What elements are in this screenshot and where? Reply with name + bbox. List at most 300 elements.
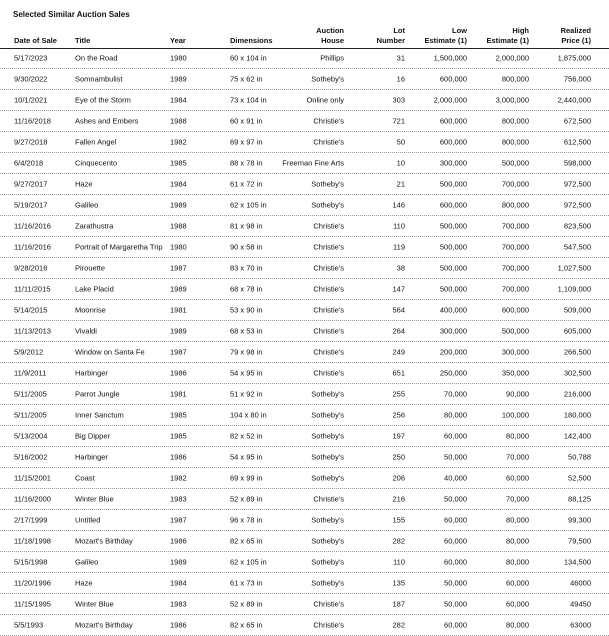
auction-house-cell: Sotheby's <box>311 200 344 210</box>
dimensions-cell: 51 x 92 in <box>230 389 263 399</box>
high-estimate-cell: 700,000 <box>501 263 529 273</box>
high-estimate-cell: 80,000 <box>506 620 529 630</box>
realized-price-cell: 302,500 <box>563 368 591 378</box>
lot-number-cell: 16 <box>396 74 405 84</box>
high-estimate-cell: 60,000 <box>506 578 529 588</box>
title-cell: Ashes and Embers <box>75 116 139 126</box>
lot-number-cell: 146 <box>392 200 405 210</box>
dimensions-cell: 68 x 53 in <box>230 326 263 336</box>
auction-house-cell: Online only <box>306 95 344 105</box>
lot-number-cell: 21 <box>396 179 405 189</box>
dimensions-cell: 54 x 95 in <box>230 368 263 378</box>
high-estimate-cell: 800,000 <box>501 200 529 210</box>
date-cell: 11/16/2016 <box>14 221 51 231</box>
title-cell: Vivaldi <box>75 326 97 336</box>
title-cell: Lake Placid <box>75 284 114 294</box>
table-row <box>0 405 609 426</box>
high-estimate-cell: 3,000,000 <box>495 95 529 105</box>
year-cell: 1982 <box>170 137 187 147</box>
table-row <box>0 174 609 195</box>
year-cell: 1986 <box>170 620 187 630</box>
auction-house-cell: Sotheby's <box>311 515 344 525</box>
table-row <box>0 447 609 468</box>
header-low-estimate <box>410 26 467 46</box>
table-title: Selected Similar Auction Sales <box>13 10 130 19</box>
low-estimate-cell: 60,000 <box>444 557 467 567</box>
auction-house-cell: Christie's <box>313 326 344 336</box>
header-lot-line2: Number <box>376 36 405 45</box>
low-estimate-cell: 600,000 <box>439 116 467 126</box>
date-cell: 9/30/2022 <box>14 74 48 84</box>
table-row <box>0 615 609 636</box>
dimensions-cell: 62 x 105 in <box>230 200 267 210</box>
auction-house-cell: Sotheby's <box>311 389 344 399</box>
title-cell: Inner Sanctum <box>75 410 124 420</box>
table-row <box>0 594 609 615</box>
date-cell: 11/15/1995 <box>14 599 51 609</box>
table-row <box>0 48 609 69</box>
realized-price-cell: 50,788 <box>568 452 591 462</box>
date-cell: 9/27/2018 <box>14 137 48 147</box>
realized-price-cell: 972,500 <box>563 179 591 189</box>
year-cell: 1986 <box>170 536 187 546</box>
dimensions-cell: 73 x 104 in <box>230 95 267 105</box>
lot-number-cell: 50 <box>396 137 405 147</box>
realized-price-cell: 63000 <box>570 620 591 630</box>
lot-number-cell: 119 <box>393 242 405 252</box>
lot-number-cell: 264 <box>392 326 405 336</box>
high-estimate-cell: 700,000 <box>501 221 529 231</box>
date-cell: 10/1/2021 <box>14 95 48 105</box>
title-cell: Mozart's Birthday <box>75 620 133 630</box>
year-cell: 1989 <box>170 74 187 84</box>
date-cell: 11/16/2018 <box>14 116 51 126</box>
lot-number-cell: 155 <box>392 515 405 525</box>
header-low-line2: Estimate (1) <box>424 36 467 45</box>
realized-price-cell: 216,000 <box>563 389 591 399</box>
table-row <box>0 279 609 300</box>
title-cell: Mozart's Birthday <box>75 536 133 546</box>
high-estimate-cell: 60,000 <box>506 599 529 609</box>
low-estimate-cell: 300,000 <box>439 326 467 336</box>
year-cell: 1989 <box>170 200 187 210</box>
dimensions-cell: 82 x 52 in <box>230 431 263 441</box>
date-cell: 5/19/2017 <box>14 200 48 210</box>
header-high-line1: High <box>512 26 529 35</box>
lot-number-cell: 216 <box>392 494 405 504</box>
high-estimate-cell: 500,000 <box>501 326 529 336</box>
title-cell: Cinquecento <box>75 158 118 168</box>
lot-number-cell: 197 <box>392 431 405 441</box>
dimensions-cell: 60 x 104 in <box>230 53 267 63</box>
table-row <box>0 195 609 216</box>
title-cell: Galileo <box>75 200 99 210</box>
title-cell: Haze <box>75 179 93 189</box>
date-cell: 11/18/1998 <box>14 536 51 546</box>
lot-number-cell: 303 <box>392 95 405 105</box>
auction-house-cell: Phillips <box>320 53 344 63</box>
auction-house-cell: Christie's <box>313 599 344 609</box>
low-estimate-cell: 2,000,000 <box>433 95 467 105</box>
table-row <box>0 132 609 153</box>
lot-number-cell: 110 <box>393 557 405 567</box>
auction-house-cell: Sotheby's <box>311 431 344 441</box>
date-cell: 5/11/2005 <box>14 389 47 399</box>
dimensions-cell: 81 x 98 in <box>230 221 263 231</box>
date-cell: 6/4/2018 <box>14 158 44 168</box>
low-estimate-cell: 50,000 <box>444 578 467 588</box>
table-row <box>0 69 609 90</box>
dimensions-cell: 69 x 97 in <box>230 137 263 147</box>
high-estimate-cell: 800,000 <box>501 137 529 147</box>
table-row <box>0 510 609 531</box>
year-cell: 1984 <box>170 179 187 189</box>
date-cell: 9/28/2016 <box>14 263 48 273</box>
dimensions-cell: 53 x 90 in <box>230 305 263 315</box>
auction-house-cell: Sotheby's <box>311 74 344 84</box>
low-estimate-cell: 60,000 <box>444 620 467 630</box>
auction-house-cell: Christie's <box>313 221 344 231</box>
date-cell: 5/11/2005 <box>14 410 47 420</box>
title-cell: On the Road <box>75 53 118 63</box>
realized-price-cell: 756,000 <box>563 74 591 84</box>
table-row <box>0 90 609 111</box>
realized-price-cell: 134,500 <box>563 557 591 567</box>
table-row <box>0 531 609 552</box>
year-cell: 1986 <box>170 452 187 462</box>
date-cell: 11/11/2015 <box>14 284 51 294</box>
date-cell: 11/16/2016 <box>14 242 51 252</box>
year-cell: 1987 <box>170 347 187 357</box>
auction-house-cell: Christie's <box>313 263 344 273</box>
lot-number-cell: 282 <box>392 536 405 546</box>
realized-price-cell: 88,125 <box>568 494 591 504</box>
title-cell: Galileo <box>75 557 99 567</box>
high-estimate-cell: 700,000 <box>501 284 529 294</box>
high-estimate-cell: 300,000 <box>501 347 529 357</box>
header-lot-number <box>355 26 405 46</box>
low-estimate-cell: 300,000 <box>439 158 467 168</box>
dimensions-cell: 52 x 89 in <box>230 494 263 504</box>
header-year: Year <box>170 36 186 45</box>
realized-price-cell: 1,027,500 <box>557 263 591 273</box>
auction-house-cell: Christie's <box>313 116 344 126</box>
year-cell: 1981 <box>170 389 187 399</box>
auction-house-cell: Sotheby's <box>311 452 344 462</box>
lot-number-cell: 250 <box>392 452 405 462</box>
low-estimate-cell: 80,000 <box>444 410 467 420</box>
title-cell: Big Dipper <box>75 431 111 441</box>
header-title: Title <box>75 36 91 45</box>
lot-number-cell: 651 <box>392 368 405 378</box>
high-estimate-cell: 600,000 <box>501 305 529 315</box>
title-cell: Zarathustra <box>75 221 114 231</box>
dimensions-cell: 68 x 78 in <box>230 284 263 294</box>
low-estimate-cell: 60,000 <box>444 536 467 546</box>
high-estimate-cell: 100,000 <box>501 410 529 420</box>
low-estimate-cell: 1,500,000 <box>433 53 467 63</box>
dimensions-cell: 79 x 98 in <box>230 347 263 357</box>
date-cell: 11/15/2001 <box>14 473 51 483</box>
dimensions-cell: 54 x 95 in <box>230 452 263 462</box>
high-estimate-cell: 800,000 <box>501 74 529 84</box>
date-cell: 5/9/2012 <box>14 347 44 357</box>
title-cell: Fallen Angel <box>75 137 117 147</box>
year-cell: 1983 <box>170 494 187 504</box>
header-dimensions: Dimensions <box>230 36 273 45</box>
auction-house-cell: Freeman Fine Arts <box>282 158 344 168</box>
table-row <box>0 573 609 594</box>
title-cell: Moonrise <box>75 305 106 315</box>
lot-number-cell: 249 <box>392 347 405 357</box>
dimensions-cell: 88 x 78 in <box>230 158 263 168</box>
year-cell: 1983 <box>170 599 187 609</box>
high-estimate-cell: 2,000,000 <box>495 53 529 63</box>
low-estimate-cell: 60,000 <box>444 515 467 525</box>
dimensions-cell: 82 x 65 in <box>230 620 263 630</box>
low-estimate-cell: 70,000 <box>444 389 467 399</box>
dimensions-cell: 61 x 73 in <box>230 578 263 588</box>
dimensions-cell: 96 x 78 in <box>230 515 263 525</box>
year-cell: 1980 <box>170 242 187 252</box>
realized-price-cell: 972,500 <box>563 200 591 210</box>
year-cell: 1984 <box>170 578 187 588</box>
header-lot-line1: Lot <box>393 26 405 35</box>
low-estimate-cell: 400,000 <box>439 305 467 315</box>
realized-price-cell: 2,440,000 <box>557 95 591 105</box>
year-cell: 1989 <box>170 326 187 336</box>
date-cell: 11/20/1996 <box>14 578 51 588</box>
table-body <box>0 48 609 636</box>
lot-number-cell: 10 <box>396 158 405 168</box>
high-estimate-cell: 700,000 <box>501 179 529 189</box>
high-estimate-cell: 800,000 <box>501 116 529 126</box>
title-cell: Harbinger <box>75 452 108 462</box>
realized-price-cell: 142,400 <box>563 431 591 441</box>
lot-number-cell: 147 <box>392 284 405 294</box>
year-cell: 1989 <box>170 557 187 567</box>
header-auction-house-line2: House <box>321 36 344 45</box>
title-cell: Coast <box>75 473 95 483</box>
table-row <box>0 153 609 174</box>
realized-price-cell: 46000 <box>570 578 591 588</box>
date-cell: 5/17/2023 <box>14 53 48 63</box>
title-cell: Pirouette <box>75 263 106 273</box>
date-cell: 5/15/1998 <box>14 557 48 567</box>
lot-number-cell: 721 <box>392 116 405 126</box>
header-price-line2: Price (1) <box>561 36 591 45</box>
realized-price-cell: 266,500 <box>563 347 591 357</box>
header-realized-price <box>535 26 591 46</box>
realized-price-cell: 823,500 <box>563 221 591 231</box>
header-high-estimate <box>470 26 529 46</box>
realized-price-cell: 1,875,000 <box>557 53 591 63</box>
lot-number-cell: 564 <box>392 305 405 315</box>
table-row <box>0 237 609 258</box>
date-cell: 11/16/2000 <box>14 494 51 504</box>
title-cell: Parrot Jungle <box>75 389 120 399</box>
dimensions-cell: 83 x 70 in <box>230 263 263 273</box>
table-row <box>0 258 609 279</box>
year-cell: 1981 <box>170 305 187 315</box>
dimensions-cell: 69 x 99 in <box>230 473 263 483</box>
dimensions-cell: 62 x 105 in <box>230 557 267 567</box>
year-cell: 1985 <box>170 431 187 441</box>
dimensions-cell: 82 x 65 in <box>230 536 263 546</box>
realized-price-cell: 612,500 <box>563 137 591 147</box>
header-low-line1: Low <box>452 26 467 35</box>
date-cell: 9/27/2017 <box>14 179 48 189</box>
low-estimate-cell: 500,000 <box>439 284 467 294</box>
lot-number-cell: 187 <box>392 599 405 609</box>
header-auction-house-line1: Auction <box>316 26 344 35</box>
auction-house-cell: Christie's <box>313 494 344 504</box>
auction-house-cell: Sotheby's <box>311 473 344 483</box>
title-cell: Somnambulist <box>75 74 123 84</box>
dimensions-cell: 60 x 91 in <box>230 116 263 126</box>
auction-house-cell: Sotheby's <box>311 179 344 189</box>
low-estimate-cell: 40,000 <box>444 473 467 483</box>
year-cell: 1980 <box>170 53 187 63</box>
auction-house-cell: Christie's <box>313 242 344 252</box>
low-estimate-cell: 50,000 <box>444 494 467 504</box>
low-estimate-cell: 50,000 <box>444 599 467 609</box>
year-cell: 1989 <box>170 284 187 294</box>
date-cell: 5/5/1993 <box>14 620 44 630</box>
auction-house-cell: Sotheby's <box>311 557 344 567</box>
title-cell: Winter Blue <box>75 494 114 504</box>
lot-number-cell: 206 <box>392 473 405 483</box>
dimensions-cell: 52 x 89 in <box>230 599 263 609</box>
realized-price-cell: 180,000 <box>563 410 591 420</box>
header-auction-house <box>280 26 344 46</box>
high-estimate-cell: 500,000 <box>501 158 529 168</box>
table-row <box>0 321 609 342</box>
title-cell: Winter Blue <box>75 599 114 609</box>
high-estimate-cell: 80,000 <box>506 536 529 546</box>
dimensions-cell: 75 x 62 in <box>230 74 263 84</box>
lot-number-cell: 110 <box>393 221 405 231</box>
header-high-line2: Estimate (1) <box>486 36 529 45</box>
year-cell: 1982 <box>170 473 187 483</box>
low-estimate-cell: 200,000 <box>439 347 467 357</box>
title-cell: Window on Santa Fe <box>75 347 145 357</box>
realized-price-cell: 49450 <box>570 599 591 609</box>
dimensions-cell: 61 x 72 in <box>230 179 263 189</box>
high-estimate-cell: 700,000 <box>501 242 529 252</box>
title-cell: Portrait of Margaretha Trip <box>75 242 163 252</box>
header-date: Date of Sale <box>14 36 57 45</box>
date-cell: 5/13/2004 <box>14 431 48 441</box>
low-estimate-cell: 60,000 <box>444 431 467 441</box>
year-cell: 1985 <box>170 410 187 420</box>
high-estimate-cell: 80,000 <box>506 557 529 567</box>
date-cell: 5/14/2015 <box>14 305 48 315</box>
lot-number-cell: 38 <box>396 263 405 273</box>
lot-number-cell: 256 <box>392 410 405 420</box>
low-estimate-cell: 500,000 <box>439 179 467 189</box>
high-estimate-cell: 80,000 <box>506 515 529 525</box>
auction-house-cell: Christie's <box>313 620 344 630</box>
auction-house-cell: Christie's <box>313 284 344 294</box>
table-row <box>0 426 609 447</box>
realized-price-cell: 598,000 <box>563 158 591 168</box>
dimensions-cell: 104 x 80 in <box>230 410 267 420</box>
low-estimate-cell: 500,000 <box>439 263 467 273</box>
lot-number-cell: 282 <box>392 620 405 630</box>
auction-house-cell: Christie's <box>313 305 344 315</box>
table-row <box>0 363 609 384</box>
low-estimate-cell: 500,000 <box>439 242 467 252</box>
lot-number-cell: 135 <box>392 578 405 588</box>
title-cell: Haze <box>75 578 93 588</box>
realized-price-cell: 547,500 <box>563 242 591 252</box>
auction-house-cell: Sotheby's <box>311 410 344 420</box>
year-cell: 1987 <box>170 515 187 525</box>
year-cell: 1988 <box>170 221 187 231</box>
date-cell: 5/16/2002 <box>14 452 48 462</box>
realized-price-cell: 605,000 <box>563 326 591 336</box>
auction-house-cell: Sotheby's <box>311 578 344 588</box>
dimensions-cell: 90 x 58 in <box>230 242 263 252</box>
realized-price-cell: 672,500 <box>563 116 591 126</box>
auction-house-cell: Christie's <box>313 137 344 147</box>
table-header <box>0 22 609 49</box>
realized-price-cell: 52,500 <box>568 473 591 483</box>
low-estimate-cell: 600,000 <box>439 74 467 84</box>
table-row <box>0 468 609 489</box>
date-cell: 2/17/1999 <box>14 515 48 525</box>
high-estimate-cell: 70,000 <box>506 452 529 462</box>
title-cell: Eye of the Storm <box>75 95 131 105</box>
lot-number-cell: 255 <box>392 389 405 399</box>
low-estimate-cell: 600,000 <box>439 137 467 147</box>
high-estimate-cell: 350,000 <box>501 368 529 378</box>
title-cell: Untitled <box>75 515 101 525</box>
table-row <box>0 552 609 573</box>
realized-price-cell: 99,300 <box>568 515 591 525</box>
year-cell: 1988 <box>170 116 187 126</box>
header-price-line1: Realized <box>560 26 591 35</box>
high-estimate-cell: 80,000 <box>506 431 529 441</box>
year-cell: 1987 <box>170 263 187 273</box>
lot-number-cell: 31 <box>396 53 405 63</box>
table-row <box>0 300 609 321</box>
year-cell: 1985 <box>170 158 187 168</box>
low-estimate-cell: 500,000 <box>439 221 467 231</box>
year-cell: 1984 <box>170 95 187 105</box>
date-cell: 11/13/2013 <box>14 326 51 336</box>
date-cell: 11/9/2011 <box>14 368 47 378</box>
year-cell: 1986 <box>170 368 187 378</box>
auction-house-cell: Christie's <box>313 368 344 378</box>
high-estimate-cell: 90,000 <box>506 389 529 399</box>
high-estimate-cell: 60,000 <box>506 473 529 483</box>
realized-price-cell: 509,000 <box>563 305 591 315</box>
table-row <box>0 216 609 237</box>
high-estimate-cell: 70,000 <box>506 494 529 504</box>
table-row <box>0 489 609 510</box>
low-estimate-cell: 600,000 <box>439 200 467 210</box>
realized-price-cell: 79,500 <box>568 536 591 546</box>
auction-house-cell: Christie's <box>313 347 344 357</box>
realized-price-cell: 1,109,000 <box>557 284 591 294</box>
table-row <box>0 342 609 363</box>
low-estimate-cell: 50,000 <box>444 452 467 462</box>
table-row <box>0 384 609 405</box>
auction-house-cell: Sotheby's <box>311 536 344 546</box>
table-row <box>0 111 609 132</box>
